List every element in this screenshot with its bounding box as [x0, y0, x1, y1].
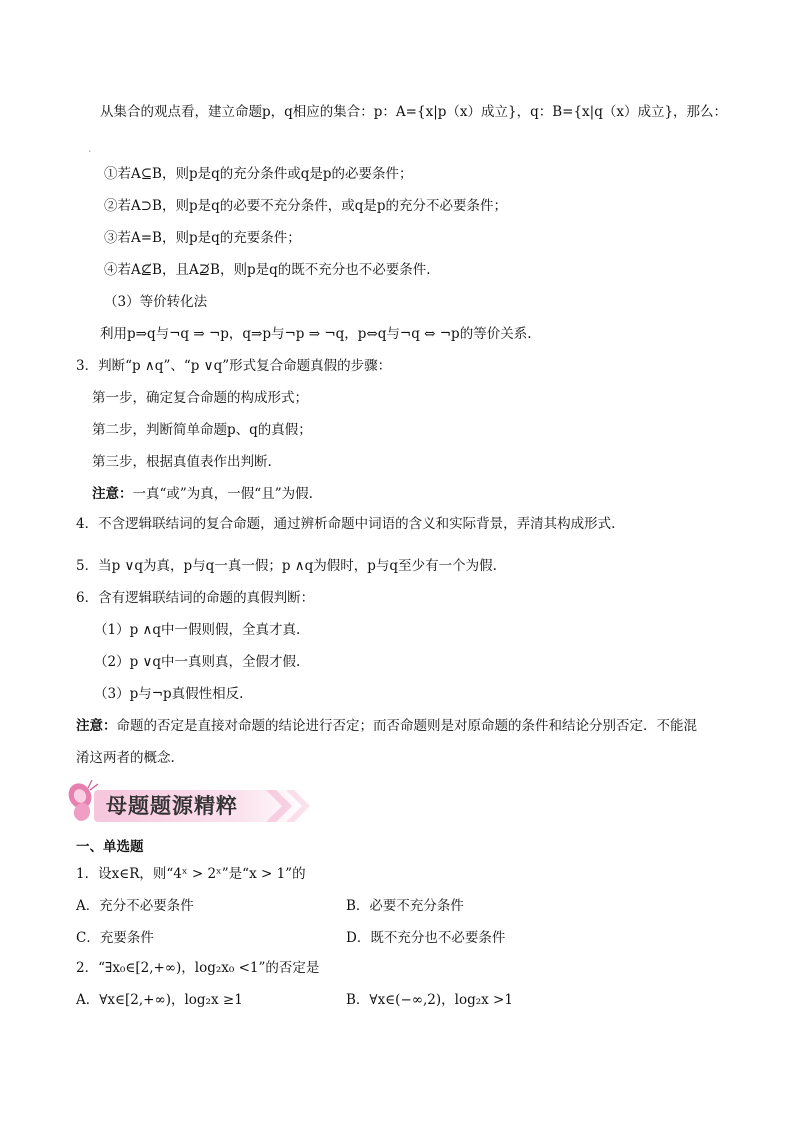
sub-3: （3）p与¬p真假性相反.	[94, 686, 244, 702]
item-1: ①若A⊆B，则p是q的充分条件或q是p的必要条件；	[104, 166, 413, 182]
note-text: 命题的否定是直接对命题的结论进行否定；而否命题则是对原命题的条件和结论分别否定．不能混	[116, 718, 697, 734]
item-2: ②若A⊃B，则p是q的必要不充分条件，或q是p的充分不必要条件；	[104, 198, 508, 214]
butterfly-icon	[66, 780, 98, 824]
note-text: 一真“或”为真，一假“且”为假.	[132, 486, 313, 502]
note-2-continued: 淆这两者的概念.	[76, 750, 175, 766]
question-1-option-b: B．必要不充分条件	[346, 898, 464, 914]
question-1-option-c: C．充要条件	[76, 930, 154, 946]
item-4: ④若A⊈B，且A⊉B，则p是q的既不充分也不必要条件.	[104, 262, 431, 278]
section-title: 一、单选题	[76, 839, 144, 855]
step-2: 第二步，判断简单命题p、q的真假；	[92, 422, 312, 438]
question-2-stem: 2．“∃x₀∈[2,+∞)，log₂x₀ <1”的否定是	[76, 960, 320, 976]
sub-2: （2）p ∨q中一真则真，全假才假.	[94, 654, 301, 670]
banner-title: 母题题源精粹	[106, 794, 238, 818]
note-1	[92, 484, 313, 504]
question-2-option-b: B．∀x∈(−∞,2)，log₂x >1	[346, 992, 513, 1008]
point-5: 5．当p ∨q为真，p与q一真一假；p ∧q为假时，p与q至少有一个为假.	[76, 558, 497, 574]
step-3: 第三步，根据真值表作出判断.	[92, 454, 272, 470]
note-label: 注意：	[92, 486, 133, 502]
point-6: 6．含有逻辑联结词的命题的真假判断：	[76, 590, 315, 606]
dot-mark: .	[88, 142, 92, 155]
sub-1: （1）p ∧q中一假则假，全真才真.	[94, 622, 301, 638]
item-3: ③若A=B，则p是q的充要条件；	[104, 230, 301, 246]
question-1-option-d: D．既不充分也不必要条件	[346, 930, 506, 946]
question-1-option-a: A．充分不必要条件	[76, 898, 194, 914]
point-3: 3．判断“p ∧q”、“p ∨q”形式复合命题真假的步骤：	[76, 358, 392, 374]
step-1: 第一步，确定复合命题的构成形式；	[92, 390, 308, 406]
question-1-stem: 1．设x∈R，则“4ˣ > 2ˣ”是“x > 1”的	[76, 866, 306, 882]
question-2-option-a: A．∀x∈[2,+∞)，log₂x ≥1	[76, 992, 243, 1008]
note-label: 注意：	[76, 718, 117, 734]
note-2	[76, 716, 697, 736]
heading-equivalence: （3）等价转化法	[104, 294, 208, 310]
section-banner	[66, 778, 316, 828]
paragraph-set-viewpoint: 从集合的观点看，建立命题p，q相应的集合：p：A={x|p（x）成立}，q：B={x|q（x）成立}，那么：	[100, 104, 728, 120]
equivalence-text: 利用p⇒q与¬q ⇒ ¬p，q⇒p与¬p ⇒ ¬q，p⇔q与¬q ⇔ ¬p的等价关系.	[100, 326, 532, 342]
point-4: 4．不含逻辑联结词的复合命题，通过辨析命题中词语的含义和实际背景，弄清其构成形式.	[76, 516, 616, 532]
